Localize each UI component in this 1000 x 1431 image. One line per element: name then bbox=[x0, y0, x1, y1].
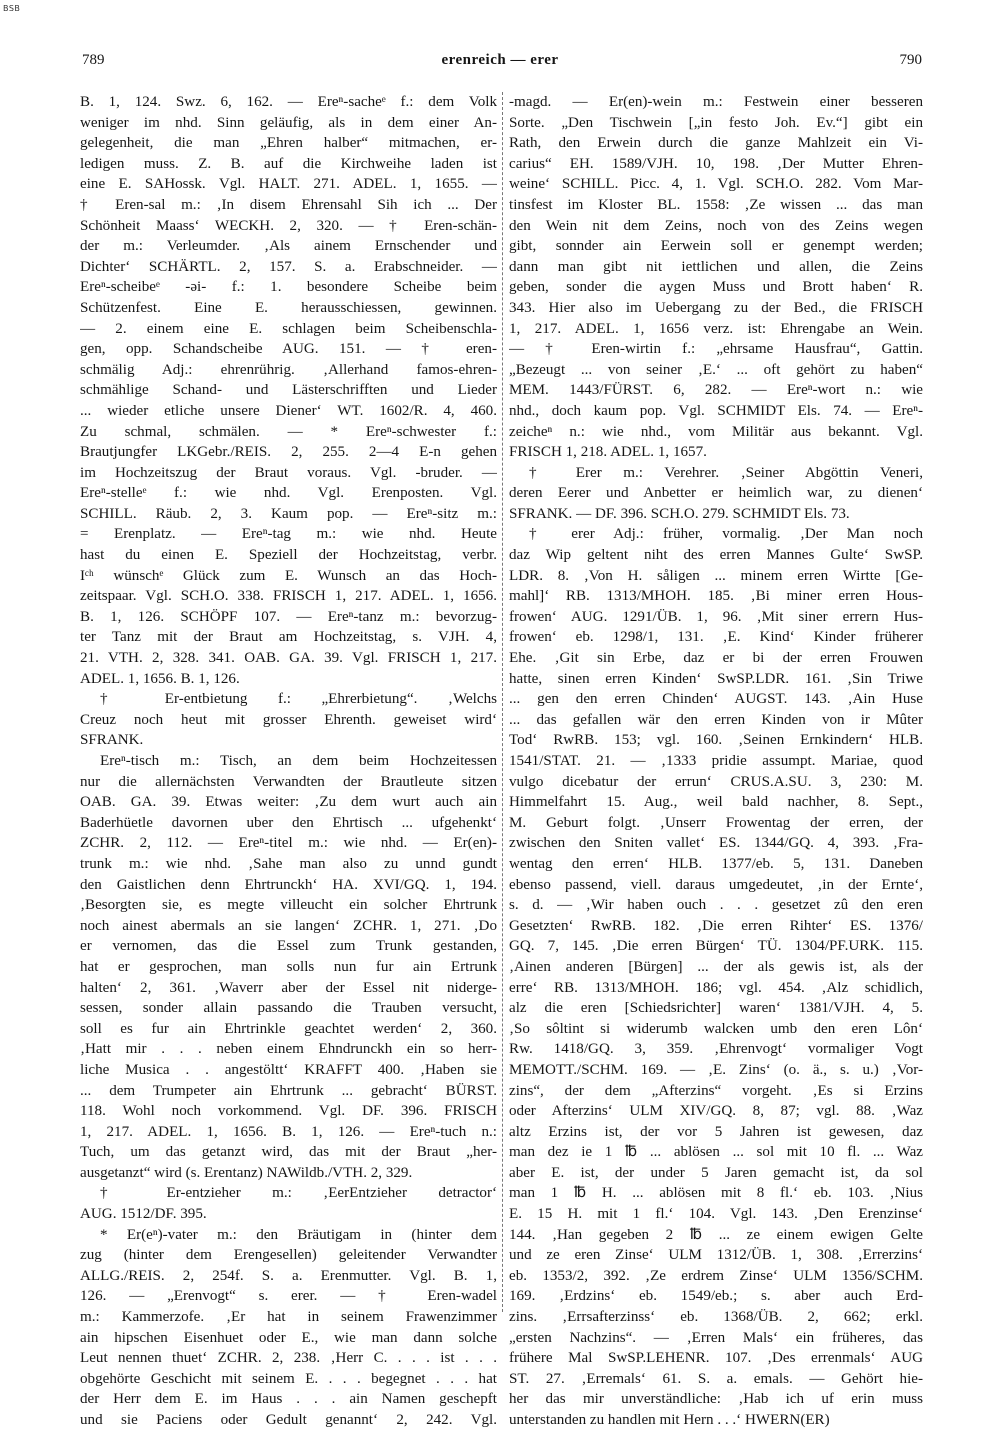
text-line: frowen‘ eb. 1298/1, 131. ‚E. Kind‘ Kinder früherer bbox=[509, 629, 923, 646]
text-line: im Hochzeitszug der Braut voraus. Vgl. -bruder. — bbox=[80, 464, 497, 481]
text-line: her das mir unverständliche: ‚Hab ich uf erin muss bbox=[509, 1391, 923, 1408]
text-line: „Bezeugt ... von seiner ‚E.‘ ... oft gehört zu haben“ bbox=[509, 361, 923, 378]
library-watermark: BSB bbox=[3, 4, 21, 13]
text-line: man 1 ℔ H. ... ablösen mit 8 fl.‘ eb. 103. ‚Nius bbox=[509, 1185, 923, 1202]
text-line: Baderhüetle davornen uber den Ehrtisch ... ufgehenkt‘ bbox=[80, 814, 497, 831]
text-line: AUG. 1512/DF. 395. bbox=[80, 1206, 207, 1223]
text-line: wentag den erren‘ HLB. 1377/eb. 5, 131. Daneben bbox=[509, 855, 923, 872]
text-line: M. Geburt folgt. ‚Unserr Frowentag der erren, der bbox=[509, 814, 923, 831]
column-divider bbox=[502, 92, 503, 1312]
text-line: Zu schmal, schmälen. — * Ereⁿ-schwester f.: bbox=[80, 423, 497, 440]
text-line: hat er gesprochen, man solls nun fur ain Ertrunk bbox=[80, 958, 497, 975]
text-line: eb. 1353/2, 392. ‚Ze erdrem Zinse‘ ULM 1356/SCHM. bbox=[509, 1267, 923, 1284]
text-line: nhd., doch kaum pop. Vgl. SCHMIDT Els. 74. — Ereⁿ- bbox=[509, 402, 923, 419]
text-line: soll es fur ain Ehrtrinkle geachtet werden‘ 2, 360. bbox=[80, 1020, 497, 1037]
text-line: ... das gefallen wär den erren Kinden von ir Mûter bbox=[509, 711, 923, 728]
text-line: daz Wip geltent niht des erren Mannes Gulte‘ SwSP. bbox=[509, 547, 923, 564]
text-line: mahl]‘ RB. 1313/MHOH. 185. ‚Bi miner erren Hous- bbox=[509, 588, 923, 605]
text-line: † Eren-sal m.: ‚In disem Ehrensahl Sih ich ... Der bbox=[80, 196, 497, 213]
text-line: Schönheit Maass‘ WECKH. 2, 320. — † Eren-schän- bbox=[80, 217, 497, 234]
text-line: ZCHR. 2, 112. — Ereⁿ-titel m.: wie nhd. — Er(en)- bbox=[80, 835, 497, 852]
text-line: Brautjungfer LKGebr./REIS. 2, 255. 2—4 E-n gehen bbox=[80, 444, 497, 461]
text-line: Rw. 1418/GQ. 3, 359. ‚Ehrenvogt‘ vormaliger Vogt bbox=[509, 1041, 923, 1058]
text-line: ‚Besorgten sie, es megte villeucht ein solcher Ehrtrunk bbox=[80, 897, 497, 914]
text-line: sessen, sonder allain passando die Trauben versucht, bbox=[80, 1000, 497, 1017]
text-line: weniger im nhd. Sinn geläufig, als in dem einer An- bbox=[80, 114, 497, 131]
text-line: man dez ie 1 ℔ ... ablösen ... sol mit 10 fl. ... Waz bbox=[509, 1144, 923, 1161]
text-line: zug (hinter dem Erengesellen) geleitender Verwandter bbox=[80, 1247, 497, 1264]
text-line: eine E. SAHossk. Vgl. HALT. 271. ADEL. 1, 1655. — bbox=[80, 176, 497, 193]
text-line: MEM. 1443/FÜRST. 6, 282. — Ereⁿ-wort n.: wie bbox=[509, 382, 923, 399]
text-line: zeicheⁿ n.: wie nhd., vom Militär aus bekannt. Vgl. bbox=[509, 423, 923, 440]
text-line: Ehe. ‚Git sin Erbe, daz er bi der erren Frouwen bbox=[509, 650, 923, 667]
text-line: ausgetanzt“ wird (s. Erentanz) NAWildb./VTH. 2, 329. bbox=[80, 1164, 413, 1181]
text-line: † Er-entzieher m.: ‚EerEntzieher detractor‘ bbox=[100, 1185, 497, 1202]
text-line: altz Erzins ist, der vor 5 Jahren ist gewesen, daz bbox=[509, 1123, 923, 1140]
text-line: Schützenfest. Eine E. herausschiessen, gewinnen. bbox=[80, 299, 497, 316]
text-line: schmählige Schand- und Lästerschrifften und Lieder bbox=[80, 382, 497, 399]
text-line: ... gen den erren Chinden‘ AUGST. 143. ‚Ain Huse bbox=[509, 691, 923, 708]
text-line: hatte, sinen erren Kinden‘ SwSP.LDR. 161. ‚Sin Triwe bbox=[509, 670, 923, 687]
text-line: und sie Paciens oder Gedult genannt‘ 2, 242. Vgl. bbox=[80, 1412, 497, 1428]
text-line: 1, 217. ADEL. 1, 1656 verz. ist: Ehrengabe an Wein. bbox=[509, 320, 923, 337]
text-line: m.: Kammerzofe. ‚Er hat in seinem Frawenzimmer bbox=[80, 1309, 497, 1326]
text-line: MEMOTT./SCHM. 169. — ‚E. Zins‘ (o. ä., s. u.) ‚Vor- bbox=[509, 1061, 923, 1078]
right-text-column bbox=[509, 92, 923, 1431]
text-line: ‚Hatt mir . . . neben einem Ehndrunckh ein so herr- bbox=[80, 1041, 497, 1058]
text-line: den Gaistlichen denn Ehrtrunckh‘ HA. XVI/GQ. 1, 194. bbox=[80, 876, 497, 893]
text-line: s. d. — ‚Wir haben ouch . . . gesetzet zû den eren bbox=[509, 897, 923, 914]
text-line: † erer Adj.: früher, vormalig. ‚Der Man noch bbox=[529, 526, 923, 543]
text-line: ebenso passend, viell. daraus umgedeutet, ‚in der Ernte‘, bbox=[509, 876, 923, 893]
text-line: B. 1, 126. SCHÖPF 107. — Ereⁿ-tanz m.: bevorzug- bbox=[80, 608, 497, 625]
text-line: ... dem Trumpeter ain Ehrtrunk ... gebracht‘ BÜRST. bbox=[80, 1082, 497, 1099]
text-line: tinsfest im Kloster BL. 1558: ‚Ze wissen ... das man bbox=[509, 196, 923, 213]
text-line: — † Eren-wirtin f.: „ehrsame Hausfrau“, Gattin. bbox=[509, 341, 923, 358]
text-line: der Herr dem E. im Haus . . . ain Namen geschepft bbox=[80, 1391, 497, 1408]
text-line: Leut nennen thuet‘ ZCHR. 2, 238. ‚Herr C. . . . ist . . . bbox=[80, 1350, 497, 1367]
text-line: SFRANK. bbox=[80, 732, 144, 749]
text-line: B. 1, 124. Swz. 6, 162. — Ereⁿ-sacheᵉ f.: dem Volk bbox=[80, 94, 497, 110]
text-line: aber E. ist, der under 5 Jaren gemacht ist, da sol bbox=[509, 1164, 923, 1181]
text-line: nur die allernächsten Verwandten der Brautleute sitzen bbox=[80, 773, 497, 790]
text-line: Iᶜʰ wünschᵉ Glück zum E. Wunsch an das Hoch- bbox=[80, 567, 497, 584]
text-line: 21. VTH. 2, 328. 341. OAB. GA. 39. Vgl. FRISCH 1, 217. bbox=[80, 650, 497, 667]
text-line: obgehörte Geschicht mit seinem E. . . . begegnet . . . hat bbox=[80, 1370, 497, 1387]
text-line: LDR. 8. ‚Von H. såligen ... minem erren Wirtte [Ge- bbox=[509, 567, 923, 584]
text-line: gen, opp. Schandscheibe AUG. 151. — † eren- bbox=[80, 341, 497, 358]
text-line: geben, sonder die aygen Muss und Brott haben‘ R. bbox=[509, 279, 923, 296]
text-line: zeitspaar. Vgl. SCH.O. 338. FRISCH 1, 217. ADEL. 1, 1656. bbox=[80, 588, 497, 605]
text-line: 169. ‚Erdzins‘ eb. 1549/eb.; s. aber auch Erd- bbox=[509, 1288, 923, 1305]
running-head: erenreich — erer bbox=[441, 52, 559, 68]
text-line: ... wieder etliche unsere Diener‘ WT. 1602/R. 4, 460. bbox=[80, 402, 497, 419]
text-line: Ereⁿ-scheibeᵉ -əi- f.: 1. besondere Scheibe beim bbox=[80, 279, 497, 296]
text-line: erre‘ RB. 1313/MHOH. 186; vgl. 454. ‚Alz schidlich, bbox=[509, 979, 923, 996]
text-line: † Erer m.: Verehrer. ‚Seiner Abgöttin Veneri, bbox=[529, 464, 923, 481]
text-line: Creuz noch heut mit grosser Ehrenth. geweiset wird‘ bbox=[80, 711, 497, 728]
text-line: ALLG./REIS. 2, 254f. S. a. Erenmutter. Vgl. B. 1, bbox=[80, 1267, 497, 1284]
text-line: deren Eerer und Anbetter er heimlich war, zu dienen‘ bbox=[509, 485, 923, 502]
text-line: 1, 217. ADEL. 1, 1656. B. 1, 126. — Ereⁿ-tuch n.: bbox=[80, 1123, 497, 1140]
text-line: Ereⁿ-tisch m.: Tisch, an dem beim Hochzeitessen bbox=[100, 753, 497, 769]
text-line: liche Musica . . angestöltt‘ KRAFFT 400. ‚Haben sie bbox=[80, 1061, 497, 1078]
text-line: 144. ‚Han gegeben 2 ℔ ... ze einem ewigen Gelte bbox=[509, 1226, 923, 1243]
text-line: ‚So sôltint si widerumb walcken umb den eren Lôn‘ bbox=[509, 1020, 923, 1037]
text-line: SCHILL. Räub. 2, 3. Kaum pop. — Ereⁿ-sitz m.: bbox=[80, 505, 497, 522]
text-line: ‚Ainen anderen [Bürgen] ... der als gewis ist, als der bbox=[509, 958, 923, 975]
text-line: Tuch, um das getanzt wird, das mit der Braut „her- bbox=[80, 1144, 497, 1161]
text-line: frowen‘ AUG. 1291/ÜB. 1, 96. ‚Mit siner errern Hus- bbox=[509, 608, 923, 625]
text-line: Sorte. „Den Tischwein [„in festo Joh. Ev.“] gibt ein bbox=[509, 114, 923, 131]
text-line: dann man gibt nit iettlichen und allen, die Zeins bbox=[509, 258, 923, 275]
text-line: gelegenheit, die man „Ehren halber“ mitmachen, er- bbox=[80, 135, 497, 152]
page-header bbox=[78, 52, 922, 76]
text-line: „ersten Nachzins“. — ‚Erren Mals‘ ein früheres, das bbox=[509, 1329, 923, 1346]
text-line: vulgo dicebatur der errun‘ CRUS.A.SU. 3, 230: M. bbox=[509, 773, 923, 790]
text-line: noch ainest abermals an sie langen‘ ZCHR. 1, 271. ‚Do bbox=[80, 917, 497, 934]
text-line: unterstanden zu handlen mit Hern . . .‘ HWERN(ER) bbox=[509, 1412, 830, 1428]
text-line: E. 15 H. mit 1 fl.‘ 104. Vgl. 143. ‚Den Erenzinse‘ bbox=[509, 1206, 923, 1223]
text-line: trunk m.: wie nhd. ‚Sahe man also zu unnd gundt bbox=[80, 855, 497, 872]
text-line: zins“, der dem „Afterzins“ vorgeht. ‚Es si Erzins bbox=[509, 1082, 923, 1099]
text-line: 126. — „Erenvogt“ s. erer. — † Eren-wadel bbox=[80, 1288, 497, 1305]
text-line: oder Afterzins‘ ULM XIV/GQ. 8, 87; vgl. 88. ‚Waz bbox=[509, 1103, 923, 1120]
left-text-column bbox=[80, 92, 497, 1431]
text-line: frühere Mal SwSP.LEHENR. 107. ‚Des errenmals‘ AUG bbox=[509, 1350, 923, 1367]
text-line: ter Tanz mit der Braut am Hochzeitstag, s. VJH. 4, bbox=[80, 629, 497, 646]
text-line: 343. Hier also im Uebergang zu der Bed., die FRISCH bbox=[509, 299, 923, 316]
text-line: -magd. — Er(en)-wein m.: Festwein einer besseren bbox=[509, 94, 923, 110]
text-line: und ze eren Zinse‘ ULM 1312/ÜB. 1, 308. ‚Errerzins‘ bbox=[509, 1247, 923, 1264]
text-line: 118. Wohl noch vorkommend. Vgl. DF. 396. FRISCH bbox=[80, 1103, 497, 1120]
text-line: SFRANK. — DF. 396. SCH.O. 279. SCHMIDT Els. 73. bbox=[509, 505, 850, 522]
text-line: Ereⁿ-stelleᵉ f.: wie nhd. Vgl. Erenposten. Vgl. bbox=[80, 485, 497, 502]
text-line: Tod‘ RwRB. 153; vgl. 160. ‚Seinen Ernkindern‘ HLB. bbox=[509, 732, 923, 749]
text-line: 1541/STAT. 21. — ‚1333 pridie assumpt. Mariae, quod bbox=[509, 753, 923, 769]
text-line: ST. 27. ‚Erremals‘ 61. S. a. emals. — Gehört hie- bbox=[509, 1370, 923, 1387]
text-line: den Wein nit dem Zeins, noch von des Zeins wegen bbox=[509, 217, 923, 234]
text-line: Rath, den Erwein durch die ganze Mahlzeit ein Vi- bbox=[509, 135, 923, 152]
text-line: schmälig Adj.: ehrenrührig. ‚Allerhand famos-ehren- bbox=[80, 361, 497, 378]
text-line: OAB. GA. 39. Etwas weiter: ‚Zu dem wurt auch ain bbox=[80, 794, 497, 811]
text-line: * Er(eⁿ)-vater m.: den Bräutigam in (hinter dem bbox=[100, 1226, 497, 1243]
text-line: der m.: Verleumder. ‚Als ainem Ernschender und bbox=[80, 238, 497, 255]
text-line: GQ. 7, 145. ‚Die erren Bürgen‘ TÜ. 1304/PF.URK. 115. bbox=[509, 938, 923, 955]
page-number-left: 789 bbox=[82, 52, 105, 68]
text-line: alz die eren [Schiedsrichter] waren‘ 1381/VJH. 4, 5. bbox=[509, 1000, 923, 1017]
text-line: FRISCH 1, 218. ADEL. 1, 1657. bbox=[509, 444, 707, 461]
text-line: = Erenplatz. — Ereⁿ-tag m.: wie nhd. Heute bbox=[80, 526, 497, 543]
text-line: halten‘ 2, 361. ‚Waverr aber der Essel nit niderge- bbox=[80, 979, 497, 996]
text-line: gibt, sonnder ain Eerwein soll er genempt werden; bbox=[509, 238, 923, 255]
text-line: er vernomen, das die Essel zum Trunk gestanden, bbox=[80, 938, 497, 955]
text-line: † Er-entbietung f.: „Ehrerbietung“. ‚Welchs bbox=[100, 691, 497, 708]
text-line: — 2. einem eine E. schlagen beim Scheibenschla- bbox=[80, 320, 497, 337]
text-line: carius“ EH. 1589/VJH. 10, 198. ‚Der Mutter Ehren- bbox=[509, 155, 923, 172]
text-line: weine‘ SCHILL. Picc. 4, 1. Vgl. SCH.O. 282. Vom Mar- bbox=[509, 176, 923, 193]
text-line: ledigen muss. Z. B. auf die Kirchweihe laden ist bbox=[80, 155, 497, 172]
text-line: ADEL. 1, 1656. B. 1, 126. bbox=[80, 670, 240, 687]
text-line: Gesetzten‘ RwRB. 182. ‚Die erren Rihter‘ ES. 1376/ bbox=[509, 917, 923, 934]
text-line: zwischen den Sniten vallet‘ ES. 1344/GQ. 4, 393. ‚Fra- bbox=[509, 835, 923, 852]
text-line: ain hipschen Eisenhuet oder E., wie man dann solche bbox=[80, 1329, 497, 1346]
text-line: Himmelfahrt 15. Aug., weil bald nachher, 8. Sept., bbox=[509, 794, 923, 811]
page-number-right: 790 bbox=[899, 52, 922, 68]
text-line: Dichter‘ SCHÄRTL. 2, 157. S. a. Erabschneider. — bbox=[80, 258, 497, 275]
text-line: zins. ‚Errsafterzinss‘ eb. 1368/ÜB. 2, 662; erkl. bbox=[509, 1309, 923, 1326]
text-line: hast du einen E. Speziell der Hochzeitstag, verbr. bbox=[80, 547, 497, 564]
